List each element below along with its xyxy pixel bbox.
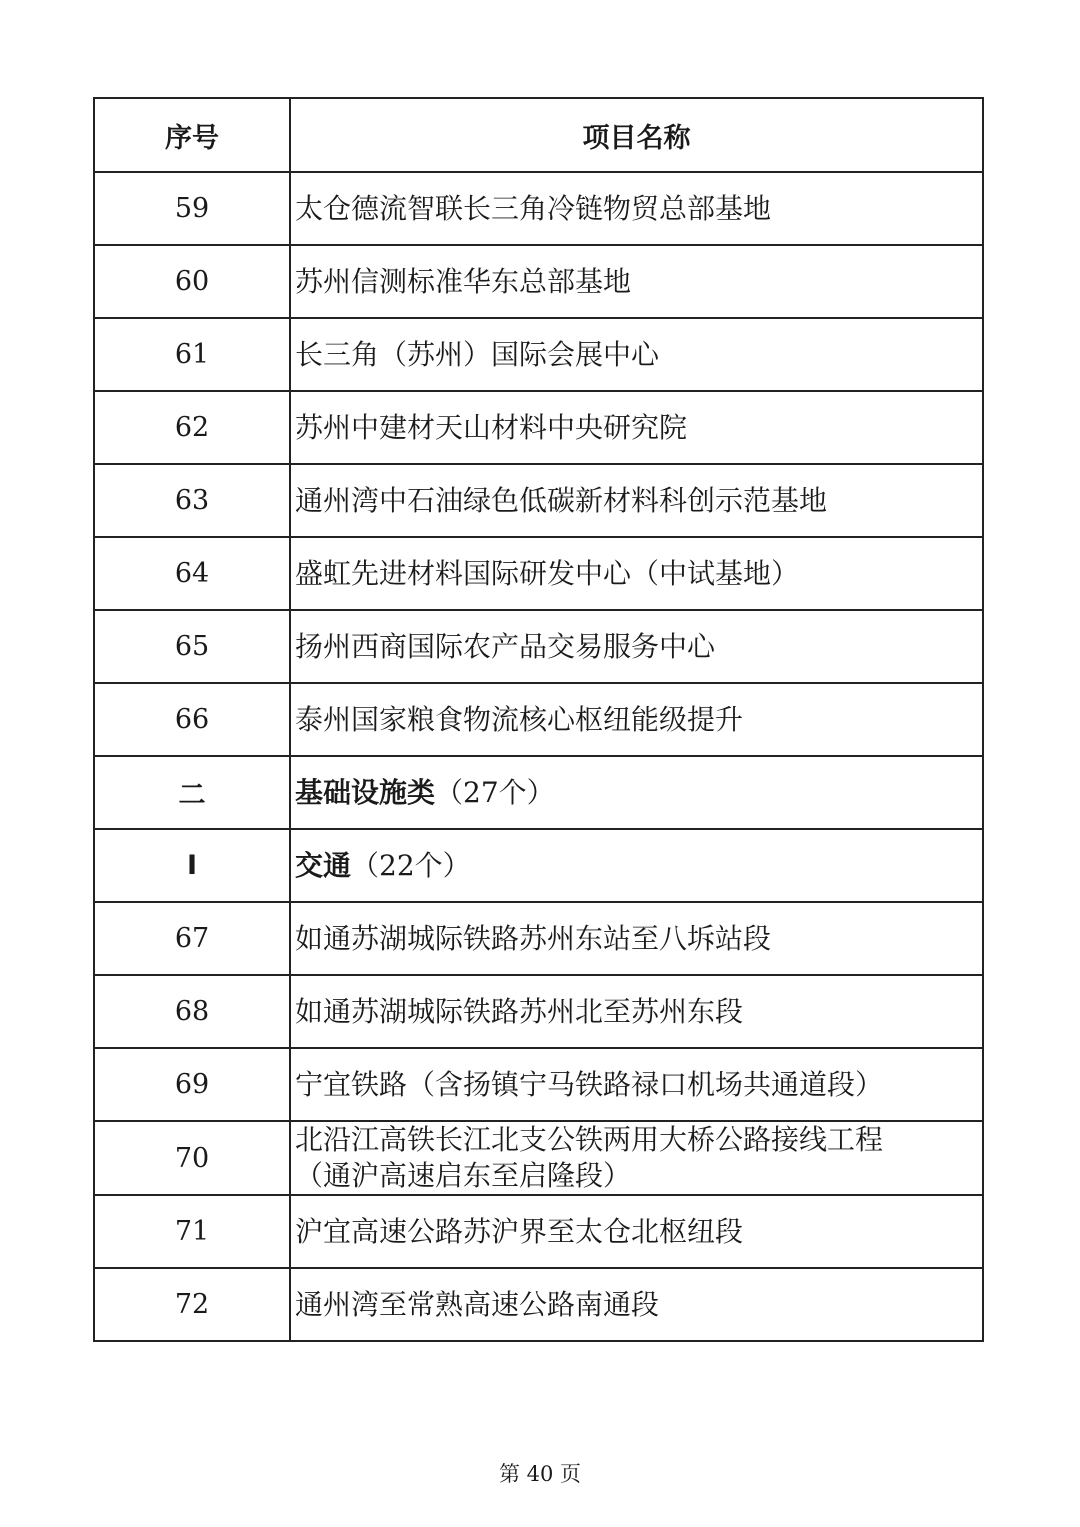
row-project-name: 太仓德流智联长三角冷链物贸总部基地 [290, 172, 983, 245]
row-number: 66 [94, 683, 290, 756]
row-project-name [290, 1121, 983, 1195]
category-label: 基础设施类 [295, 775, 436, 809]
table-row [94, 245, 983, 318]
row-number: 59 [94, 172, 290, 245]
row-project-name: 沪宜高速公路苏沪界至太仓北枢纽段 [290, 1195, 983, 1268]
table-row [94, 1048, 983, 1121]
category-number: 二 [94, 756, 290, 829]
row-project-name: 通州湾中石油绿色低碳新材料科创示范基地 [290, 464, 983, 537]
category-count: （27个） [435, 775, 555, 809]
row-number: 63 [94, 464, 290, 537]
table-row [94, 683, 983, 756]
header-project-name: 项目名称 [290, 98, 983, 172]
row-number: 68 [94, 975, 290, 1048]
table-row [94, 975, 983, 1048]
project-name-line-1: 北沿江高铁长江北支公铁两用大桥公路接线工程 [295, 1123, 884, 1156]
row-number: 67 [94, 902, 290, 975]
row-project-name: 苏州中建材天山材料中央研究院 [290, 391, 983, 464]
table-row [94, 318, 983, 391]
row-number: 64 [94, 537, 290, 610]
project-table [93, 97, 984, 1342]
category-label: 交通 [295, 848, 352, 882]
table-header-row [94, 98, 983, 172]
table-row [94, 1268, 983, 1341]
category-count: （22个） [351, 848, 471, 882]
table-row [94, 172, 983, 245]
row-project-name: 泰州国家粮食物流核心枢纽能级提升 [290, 683, 983, 756]
table-row [94, 464, 983, 537]
category-title [290, 756, 983, 829]
project-name-line-2: （通沪高速启东至启隆段） [295, 1159, 632, 1192]
category-row-transport [94, 829, 983, 902]
row-project-name: 盛虹先进材料国际研发中心（中试基地） [290, 537, 983, 610]
row-number: 62 [94, 391, 290, 464]
table-row [94, 610, 983, 683]
category-row-infrastructure [94, 756, 983, 829]
table-row [94, 1121, 983, 1195]
table-row [94, 537, 983, 610]
row-number: 69 [94, 1048, 290, 1121]
row-number: 60 [94, 245, 290, 318]
row-number: 61 [94, 318, 290, 391]
row-number: 71 [94, 1195, 290, 1268]
category-number: I [94, 829, 290, 902]
row-number: 72 [94, 1268, 290, 1341]
page-number: 第 40 页 [498, 1462, 582, 1486]
row-project-name: 如通苏湖城际铁路苏州北至苏州东段 [290, 975, 983, 1048]
header-number: 序号 [94, 98, 290, 172]
row-number: 70 [94, 1121, 290, 1195]
category-title [290, 829, 983, 902]
table-row [94, 391, 983, 464]
row-project-name: 如通苏湖城际铁路苏州东站至八坼站段 [290, 902, 983, 975]
table-row [94, 902, 983, 975]
table-row [94, 1195, 983, 1268]
row-project-name: 长三角（苏州）国际会展中心 [290, 318, 983, 391]
row-project-name: 苏州信测标准华东总部基地 [290, 245, 983, 318]
row-project-name: 扬州西商国际农产品交易服务中心 [290, 610, 983, 683]
row-number: 65 [94, 610, 290, 683]
row-project-name: 通州湾至常熟高速公路南通段 [290, 1268, 983, 1341]
row-project-name: 宁宜铁路（含扬镇宁马铁路禄口机场共通道段） [290, 1048, 983, 1121]
